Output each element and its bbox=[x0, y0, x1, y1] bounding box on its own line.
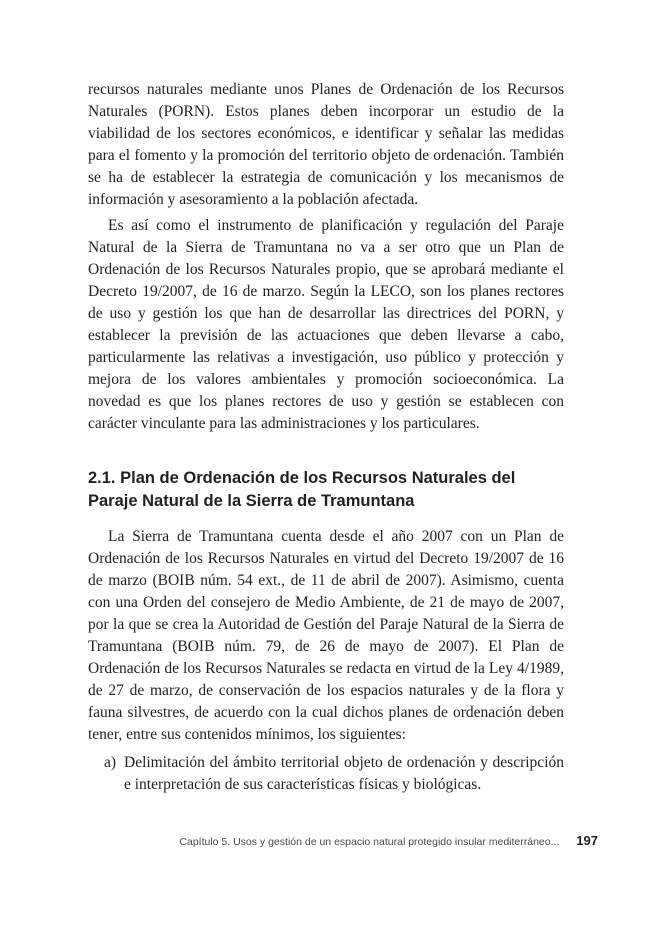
body-paragraph-3: La Sierra de Tramuntana cuenta desde el año 2007 con un Plan de Ordenación de los Recursos Naturales en virtud del Decreto 19/2007 de 16 de marzo (BOIB núm. 54 ext., de 11 de abril de 2007). Asimismo, cuenta con una Orden del consejero de Medio Ambiente, de 21 de mayo de 2007, por la que se crea la Autoridad de Gestión del Paraje Natural de la Sierra de Tramuntana (BOIB núm. 79, de 26 de mayo de 2007). El Plan de Ordenación de los Recursos Naturales se redacta en virtud de la Ley 4/1989, de 27 de marzo, de conservación de los espacios naturales y de la flora y fauna silvestres, de acuerdo con la cual dichos planes de ordenación deben tener, entre sus contenidos mínimos, los siguientes: bbox=[88, 528, 564, 743]
running-title: Capítulo 5. Usos y gestión de un espacio natural protegido insular mediterráneo... bbox=[179, 836, 560, 848]
page-number: 197 bbox=[576, 833, 598, 848]
section-heading: 2.1. Plan de Ordenación de los Recursos Naturales del Paraje Natural de la Sierra de Tramuntana bbox=[88, 469, 516, 510]
body-paragraph-2: Es así como el instrumento de planificación y regulación del Paraje Natural de la Sierra de Tramuntana no va a ser otro que un Plan de Ordenación de los Recursos Naturales propio, que se aprobará mediante el Decreto 19/2007, de 16 de marzo. Según la LECO, son los planes rectores de uso y gestión los que han de desarrollar las directrices del PORN, y establecer la previsión de las actuaciones que deben llevarse a cabo, particularmente las relativas a investigación, uso público y protección y mejora de los valores ambientales y promoción socioeconómica. La novedad es que los planes rectores de uso y gestión se establecen con carácter vinculante para las administraciones y los particulares. bbox=[88, 217, 564, 432]
list-marker: a) bbox=[104, 754, 117, 771]
body-paragraph-1: recursos naturales mediante unos Planes de Ordenación de los Recursos Naturales (PORN). Estos planes deben incorporar un estudio de la viabilidad de los sectores económicos, e identificar y señalar las medidas para el fomento y la promoción del territorio objeto de ordenación. También se ha de establecer la estrategia de comunicación y los mecanismos de información y asesoramiento a la población afectada. bbox=[88, 81, 564, 208]
list-item-text: Delimitación del ámbito territorial objeto de ordenación y descripción e interpretación de sus características físicas y biológicas. bbox=[124, 754, 564, 793]
list-item bbox=[88, 752, 564, 796]
page-footer bbox=[179, 833, 598, 848]
